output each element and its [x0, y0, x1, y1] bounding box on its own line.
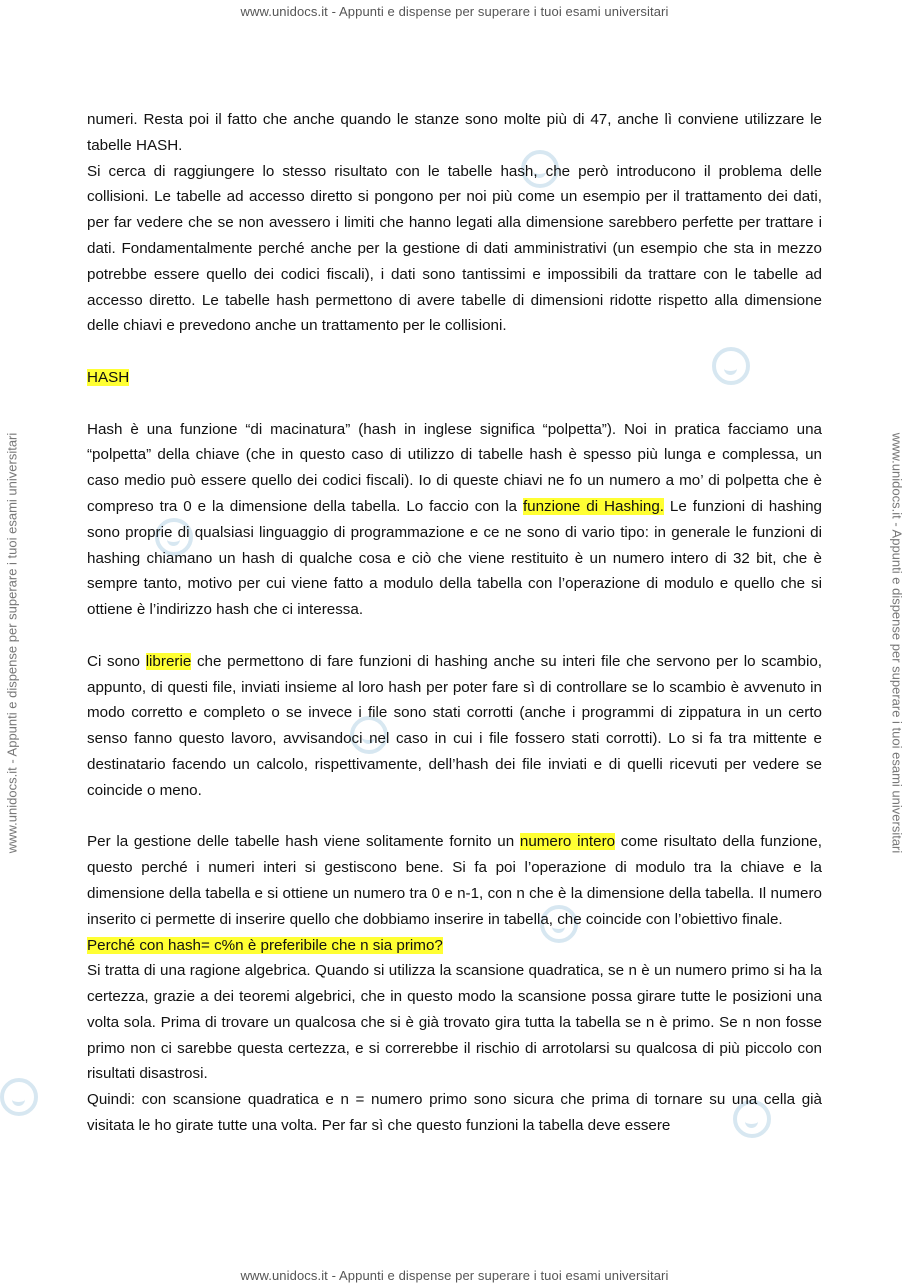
blank-line: [87, 339, 822, 365]
heading-hash: HASH: [87, 368, 130, 386]
paragraph-numero-intero: [87, 829, 822, 932]
paragraph-hash-definition: [87, 417, 822, 623]
paragraph-collisions: Si cerca di raggiungere lo stesso risultato con le tabelle hash, che però introducono il problema delle collisioni. Le tabelle ad accesso diretto si pongono per noi più come un esempio per il trattamento dei dati, per far vedere che se non avessero i limiti che hanno legati alla dimensione sarebbero perfette per trattare i dati. Fondamentalmente perché anche per la gestione di dati amministrativi (un esempio che sta in mezzo potrebbe essere quello dei codici fiscali), i dati sono tantissimi e impossibili da trattare con le tabelle ad accesso diretto. Le tabelle hash permettono di avere tabelle di dimensioni ridotte rispetto alla dimensione delle chiavi e prevedono anche un trattamento per le collisioni.: [87, 162, 822, 335]
paragraph-algebraic-reason: Si tratta di una ragione algebrica. Quando si utilizza la scansione quadratica, se n è un numero primo si ha la certezza, grazie a dei teoremi algebrici, che in questo modo la scansione possa girare tutte le posizioni una volta sola. Prima di trovare un qualcosa che si è già trovato gira tutta la tabella se n è primo. Se n non fosse primo non ci sarebbe questa certezza, e si correrebbe il rischio di arrotolarsi su qualcosa di più piccolo con risultati disastrosi.: [87, 962, 822, 1083]
paragraph-intro: numeri. Resta poi il fatto che anche quando le stanze sono molte più di 47, anche lì conviene utilizzare le tabelle HASH.: [87, 111, 822, 154]
blank-line: [87, 391, 822, 417]
text-run: Ci sono: [87, 652, 146, 670]
question-heading: [87, 933, 822, 959]
blank-line: [87, 804, 822, 830]
watermark-header: www.unidocs.it - Appunti e dispense per superare i tuoi esami universitari: [240, 4, 669, 19]
text-run: Le funzioni di hashing sono proprie di qualsiasi linguaggio di programmazione e ce ne sono di vario tipo: in generale le funzioni di hashing chiamano un hash di qualche cosa e ciò che viene restituito è un numero intero di 32 bit, che è sempre tanto, motivo per cui viene fatto a modulo della tabella con l’operazione di modulo e quello che si ottiene è l’indirizzo hash che ci interessa.: [87, 497, 822, 619]
text-run: che permettono di fare funzioni di hashing anche su interi file che servono per lo scambio, appunto, di questi file, inviati insieme al loro hash per poter fare sì di controllare se lo scambio è avvenuto in modo corretto e completo o se invece i file sono stati corrotti (anche i programmi di zippatura in un certo senso fanno questo lavoro, avvisandoci nel caso in cui i file fossero stati corrotti). Lo si fa tra mittente e destinatario facendo un calcolo, rispettivamente, dell’hash dei file inviati e di quelli ricevuti per vedere se coincide o meno.: [87, 652, 822, 799]
watermark-side-left: www.unidocs.it - Appunti e dispense per superare i tuoi esami universitari: [4, 432, 20, 854]
paragraph-conclusion: Quindi: con scansione quadratica e n = numero primo sono sicura che prima di tornare su una cella già visitata le ho girate tutte una volta. Per far sì che questo funzioni la tabella deve essere: [87, 1091, 822, 1135]
text-run: Hash è una funzione “di macinatura” (hash in inglese significa “polpetta”). Noi in pratica facciamo una “polpetta” della chiave (che in questo caso di utilizzo di tabelle hash è spesso più lunga e complessa, un caso medio può essere quello dei codici fiscali). Io di queste chiavi ne fo un numero a mo’ di polpetta che è compreso tra 0 e la dimensione della tabella. Lo faccio con la: [87, 420, 822, 515]
highlight-funzione-hashing: funzione di Hashing.: [522, 497, 664, 515]
text-run: Per la gestione delle tabelle hash viene solitamente fornito un: [87, 833, 520, 851]
section-heading: [87, 365, 822, 391]
text-run: come risultato della funzione, questo perché i numeri interi si gestiscono bene. Si fa poi l’operazione di modulo tra la chiave e la dimensione della tabella e si ottiene un numero tra 0 e n-1, con n che è la dimensione della tabella. Il numero inserito ci permette di inserire quello che dobbiamo inserire in tabella, che coincide con l’obiettivo finale.: [87, 833, 822, 928]
highlight-librerie: librerie: [145, 652, 192, 670]
paragraph-librerie: [87, 649, 822, 804]
blank-line: [87, 623, 822, 649]
document-body: [87, 107, 822, 1139]
unidocs-logo-icon: [0, 1078, 38, 1116]
watermark-side-right: www.unidocs.it - Appunti e dispense per superare i tuoi esami universitari: [889, 432, 905, 854]
highlight-question: Perché con hash= c%n è preferibile che n sia primo?: [87, 936, 443, 954]
watermark-footer: www.unidocs.it - Appunti e dispense per superare i tuoi esami universitari: [240, 1268, 669, 1283]
highlight-numero-intero: numero intero: [519, 833, 616, 851]
